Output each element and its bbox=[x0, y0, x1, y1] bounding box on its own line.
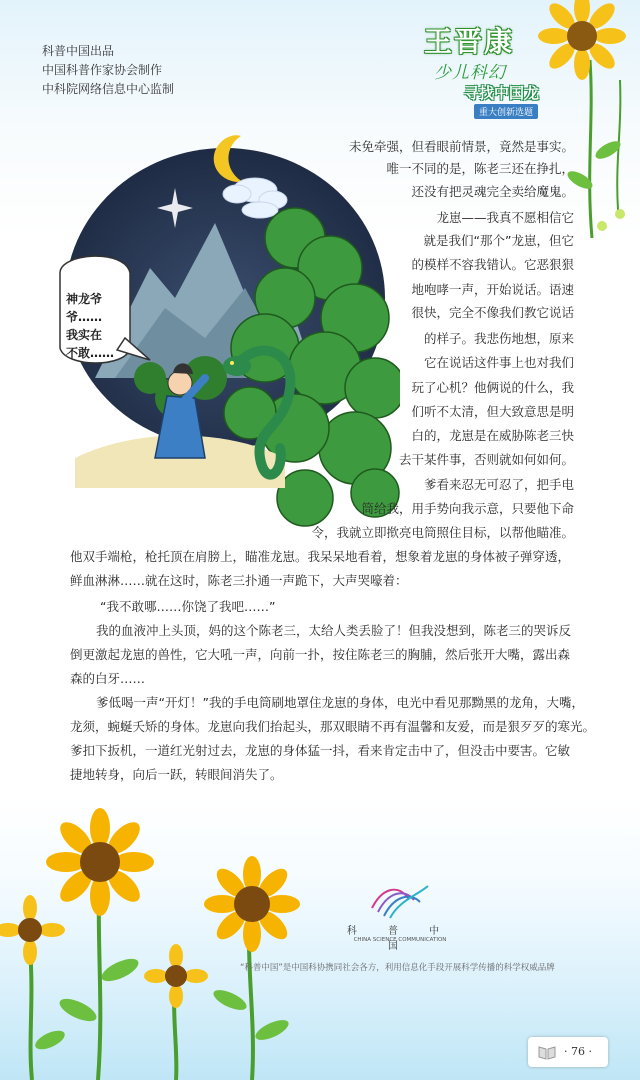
credit-line: 中科院网络信息中心监制 bbox=[42, 82, 175, 96]
paragraph-line: 玩了心机？他俩说的什么，我 bbox=[411, 380, 574, 395]
paragraph-line: 森的白牙…… bbox=[70, 671, 146, 686]
paragraph-line: 龙须，蜿蜒夭矫的身体。龙崽向我们抬起头，那双眼睛不再有温馨和友爱，而是狠歹歹的寒光。 bbox=[70, 719, 596, 734]
credits-block bbox=[42, 42, 174, 99]
paragraph-line: 他双手端枪，枪托顶在肩膀上，瞄准龙崽。我呆呆地看着，想象着龙崽的身体被子弹穿透， bbox=[70, 549, 571, 564]
paragraph-line: 们听不太清，但大致意思是明 bbox=[411, 404, 574, 419]
paragraph-line: 还没有把灵魂完全卖给魔鬼。 bbox=[411, 184, 574, 199]
speech-line: 我实在 bbox=[66, 328, 103, 342]
paragraph-line: 鲜血淋淋……就在这时，陈老三扑通一声跪下，大声哭嚎着： bbox=[70, 573, 408, 588]
paragraph-line: 令，我就立即揿亮电筒照住目标，以帮他瞄准。 bbox=[311, 525, 574, 540]
paragraph-line: 的模样不容我错认。它恶狠狠 bbox=[411, 257, 574, 272]
paragraph-line: 爹看来忍无可忍了，把手电 bbox=[423, 477, 574, 492]
credit-line: 中国科普作家协会制作 bbox=[42, 63, 163, 77]
paragraph-line: 我的血液冲上头顶，妈的这个陈老三，太给人类丢脸了！但我没想到，陈老三的哭诉反 bbox=[96, 623, 572, 638]
credit-line: 科普中国出品 bbox=[42, 44, 115, 58]
series-title: 王晋康 bbox=[424, 25, 515, 58]
brand-caption: “科普中国”是中国科协携同社会各方，利用信息化手段开展科学传播的科学权威品牌 bbox=[240, 963, 555, 973]
sunflowers-bottom-icon bbox=[0, 800, 330, 1080]
speech-line: 神龙爷 bbox=[66, 292, 103, 306]
series-find-title: 寻找中国龙 bbox=[464, 84, 540, 102]
paragraph-line: 就是我们“那个”龙崽，但它 bbox=[423, 233, 574, 248]
series-logo bbox=[414, 20, 574, 130]
page-number-tab bbox=[528, 1037, 608, 1067]
china-science-logo-icon bbox=[368, 878, 432, 920]
paragraph-line: 去干某件事，否则就如何如何。 bbox=[398, 452, 574, 467]
series-badge: 重大创新选题 bbox=[474, 104, 538, 119]
logo-english-text: CHINA SCIENCE COMMUNICATION bbox=[353, 937, 447, 943]
paragraph-line: 筒给我，用手势向我示意，只要他下命 bbox=[361, 501, 574, 516]
paragraph-line: 爹扣下扳机，一道红光射过去，龙崽的身体猛一抖，看来肯定击中了，但没击中要害。它敏 bbox=[70, 743, 571, 758]
paragraph-line: 很快，完全不像我们教它说话 bbox=[411, 305, 574, 320]
china-science-logo bbox=[340, 878, 460, 950]
paragraph-line: 白的，龙崽是在威胁陈老三快 bbox=[411, 428, 574, 443]
paragraph-line: “我不敢哪……你饶了我吧……” bbox=[100, 599, 276, 614]
paragraph-line: 捷地转身，向后一跃，转眼间消失了。 bbox=[70, 767, 283, 782]
speech-line: 爷…… bbox=[66, 310, 103, 324]
paragraph-line: 龙崽——我真不愿相信它 bbox=[436, 210, 574, 225]
paragraph-line: 未免牵强，但看眼前情景，竟然是事实。 bbox=[348, 139, 574, 154]
page-number: · 76 · bbox=[564, 1045, 592, 1058]
paragraph-line: 它在说话这件事上也对我们 bbox=[423, 355, 574, 370]
logo-chinese-text: 科 普 中 国 bbox=[346, 926, 454, 952]
paragraph-line: 爹低喝一声“开灯！”我的手电筒刷地罩住龙崽的身体，电光中看见那黝黑的龙角，大嘴， bbox=[96, 695, 584, 710]
paragraph-line: 的样子。我悲伤地想，原来 bbox=[423, 331, 574, 346]
series-subtitle: 少儿科幻 bbox=[434, 63, 506, 83]
speech-bubble-text bbox=[66, 290, 132, 362]
paragraph-line: 倒更激起龙崽的兽性，它大吼一声，向前一扑，按住陈老三的胸脯，然后张开大嘴，露出森 bbox=[70, 647, 571, 662]
paragraph-line: 地咆哮一声，开始说话。语速 bbox=[411, 282, 574, 297]
book-icon bbox=[538, 1044, 556, 1060]
paragraph-line: 唯一不同的是，陈老三还在挣扎， bbox=[386, 161, 574, 176]
speech-line: 不敢…… bbox=[66, 346, 115, 360]
